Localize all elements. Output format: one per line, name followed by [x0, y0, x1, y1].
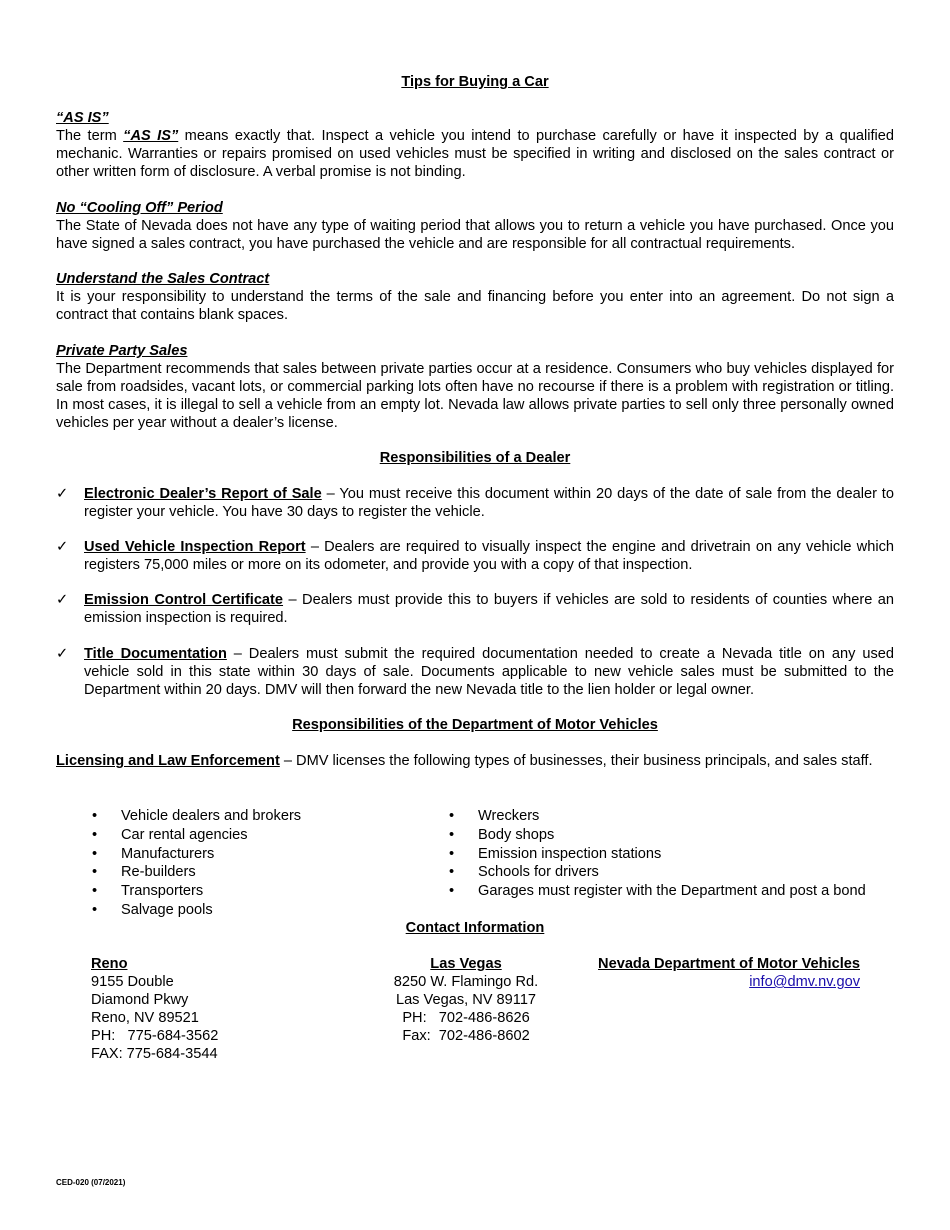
tip-body: It is your responsibility to understand the terms of the sale and financing before you enter into an agreement. Do not sign a contract that contains blank spaces. [56, 289, 894, 323]
licensing-text: – DMV licenses the following types of businesses, their business principals, and sales staff. [279, 753, 873, 769]
licensing-paragraph [56, 752, 894, 770]
dealer-item [56, 645, 894, 699]
contact-nevada-dmv [570, 955, 860, 991]
list-item: • Salvage pools [92, 901, 412, 920]
dealer-item [56, 591, 894, 627]
list-item: • Vehicle dealers and brokers [92, 807, 412, 826]
list-item: • Body shops [449, 826, 894, 845]
contact-las-vegas [366, 955, 566, 1045]
contact-line: FAX: 775-684-3544 [91, 1046, 218, 1062]
dealer-item-text: – Dealers must submit the required documentation needed to create a Nevada title on any used vehicle sold in this state within 30 days of sale. Documents applicable to new vehicle sales must be submitted to the Department within 20 days. DMV will then forward the new Nevada title to the lien holder or legal owner. [84, 646, 894, 698]
tip-cooling-off [56, 199, 894, 253]
dealer-item-label: Emission Control Certificate [84, 592, 284, 608]
dealer-item [56, 485, 894, 521]
check-icon: ✓ [56, 539, 69, 555]
tip-private-party [56, 342, 894, 432]
dmv-heading: Responsibilities of the Department of Motor Vehicles [292, 717, 658, 733]
contact-line: Las Vegas, NV 89117 [395, 992, 537, 1008]
contact-line: Reno, NV 89521 [91, 1010, 199, 1026]
dealer-item-label: Used Vehicle Inspection Report [84, 539, 306, 555]
dealer-item-text: – Dealers must provide this to buyers if vehicles are sold to residents of counties where an emission inspection is required. [84, 592, 894, 626]
contact-name: Nevada Department of Motor Vehicles [598, 956, 860, 972]
tip-heading: Private Party Sales [56, 343, 188, 359]
list-item: • Schools for drivers [449, 863, 894, 882]
contact-line: PH: 775-684-3562 [91, 1028, 219, 1044]
contact-line: Fax: 702-486-8602 [402, 1028, 530, 1044]
contact-line: PH: 702-486-8626 [402, 1010, 530, 1026]
contact-name: Las Vegas [430, 956, 502, 972]
contact-heading: Contact Information [405, 920, 545, 936]
contact-reno [91, 955, 291, 1063]
dealer-item-text: – Dealers are required to visually inspect the engine and drivetrain on any vehicle which registers 75,000 miles or more on its odometer, and provide you with a copy of that inspection. [84, 539, 894, 573]
tip-body: The State of Nevada does not have any type of waiting period that allows you to return a vehicle you have purchased. Once you have signed a sales contract, you have purchased the vehicle and are responsible for all contractual requirements. [56, 218, 894, 252]
list-item: • Transporters [92, 882, 412, 901]
tip-heading: Understand the Sales Contract [56, 271, 270, 287]
contact-line: 9155 Double [91, 974, 174, 990]
business-list-left [92, 807, 412, 920]
form-code: CED-020 (07/2021) [56, 1178, 126, 1187]
as-is-term: “AS IS” [123, 128, 179, 144]
dealer-heading: Responsibilities of a Dealer [379, 450, 571, 466]
contact-line: Diamond Pkwy [91, 992, 189, 1008]
licensing-label: Licensing and Law Enforcement [56, 753, 280, 769]
check-icon: ✓ [56, 486, 69, 502]
list-item: • Garages must register with the Department and post a bond [449, 882, 894, 901]
email-link[interactable]: info@dmv.nv.gov [749, 974, 860, 990]
contact-line: 8250 W. Flamingo Rd. [393, 974, 539, 990]
list-item: • Emission inspection stations [449, 845, 894, 864]
check-icon: ✓ [56, 592, 69, 608]
dealer-item [56, 538, 894, 574]
list-item: • Re-builders [92, 863, 412, 882]
tip-body [56, 127, 894, 181]
tip-heading: “AS IS” [56, 110, 109, 126]
dealer-item-label: Electronic Dealer’s Report of Sale [84, 486, 322, 502]
list-item: • Car rental agencies [92, 826, 412, 845]
tip-as-is [56, 109, 894, 181]
list-item: • Manufacturers [92, 845, 412, 864]
tip-body-pre: The term [56, 128, 124, 144]
check-icon: ✓ [56, 646, 69, 662]
list-item: • Wreckers [449, 807, 894, 826]
dealer-item-label: Title Documentation [84, 646, 227, 662]
dealer-item-text: – You must receive this document within 20 days of the date of sale from the dealer to register your vehicle. You have 30 days to register the vehicle. [84, 486, 894, 520]
contact-name: Reno [91, 956, 128, 972]
page-title: Tips for Buying a Car [401, 74, 549, 90]
business-list-right [449, 807, 894, 901]
tip-body-post: means exactly that. Inspect a vehicle you intend to purchase carefully or have it inspected by a qualified mechanic. Warranties or repairs promised on used vehicles must be specified in writing and disclosed on the sales contract or other written form of disclosure. A verbal promise is not binding. [56, 128, 895, 180]
tip-heading: No “Cooling Off” Period [56, 200, 223, 216]
tip-sales-contract [56, 270, 894, 324]
tip-body: The Department recommends that sales between private parties occur at a residence. Consumers who buy vehicles displayed for sale from roadsides, vacant lots, or commercial parking lots often have no recourse if there is a problem with registration or titling. In most cases, it is illegal to sell a vehicle from an empty lot. Nevada law allows private parties to sell only three personally owned vehicles per year without a dealer’s license. [56, 361, 894, 431]
